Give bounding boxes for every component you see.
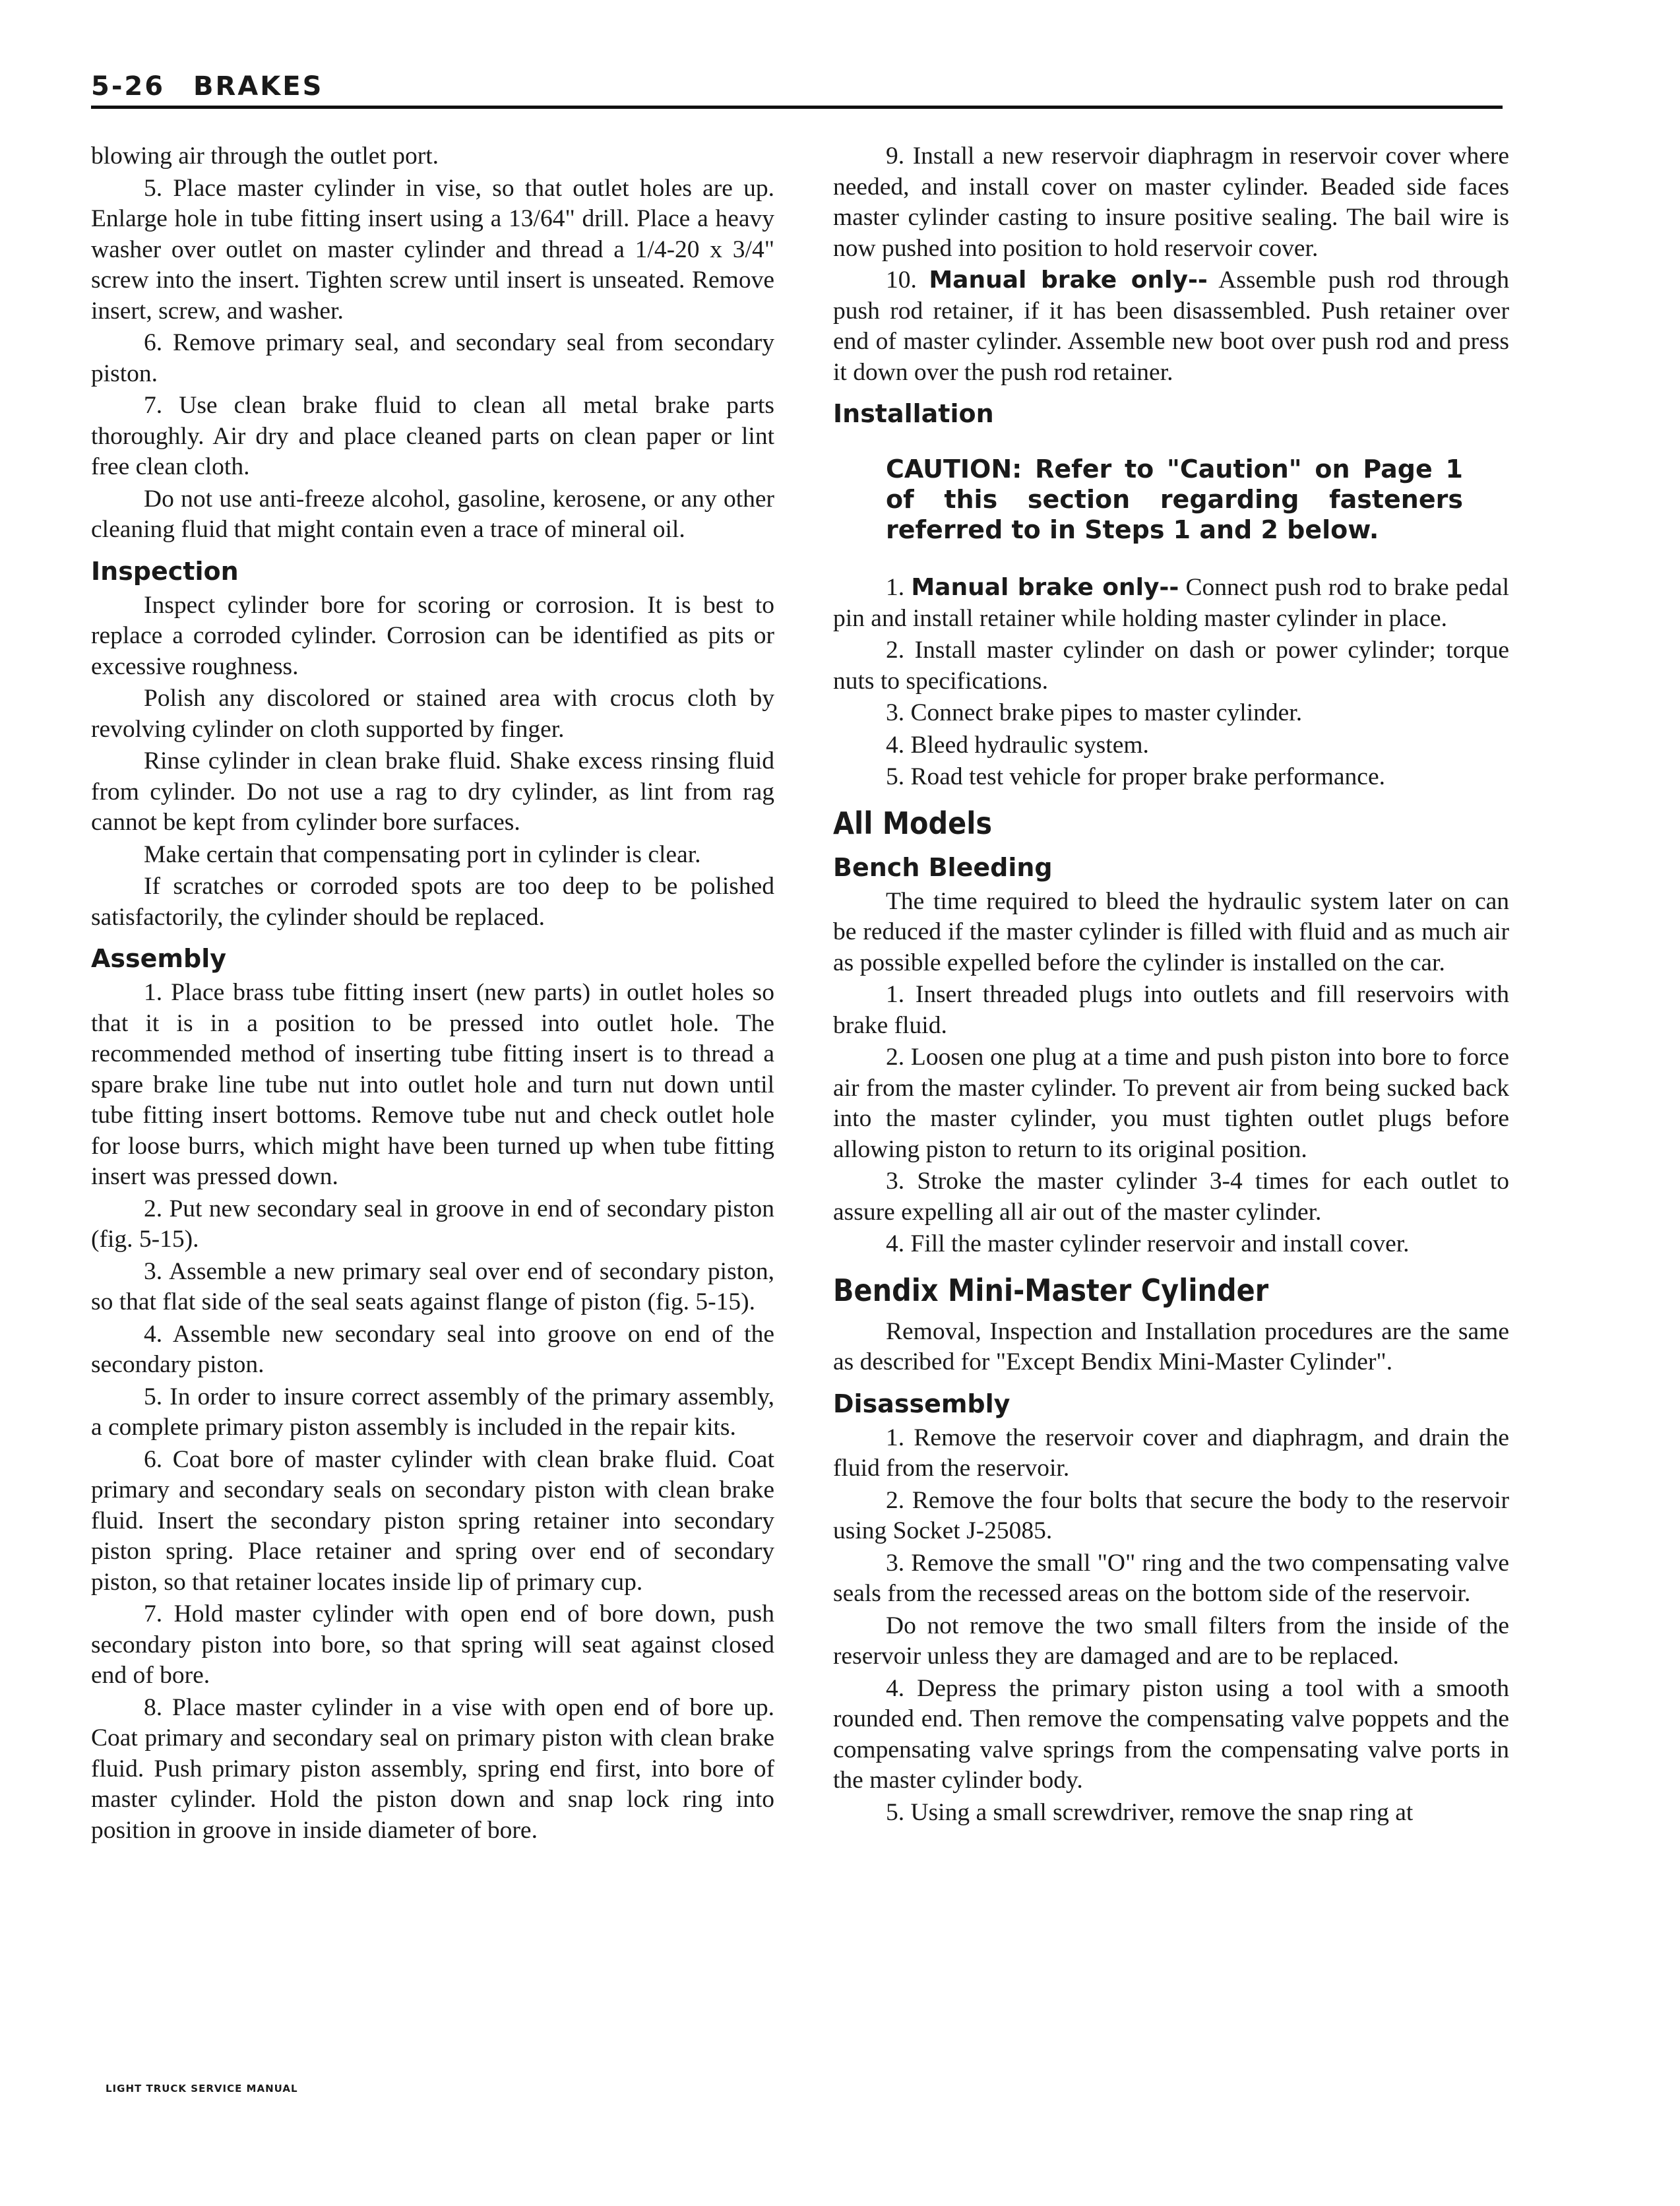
bendix-heading: Bendix Mini-Master Cylinder bbox=[833, 1272, 1269, 1308]
manual-brake-label: Manual brake only-- bbox=[911, 574, 1179, 601]
paragraph: Make certain that compensating port in cylinder is clear. bbox=[144, 840, 701, 868]
paragraph: 6. Coat bore of master cylinder with clean brake fluid. Coat primary and secondary seals on secondary piston with clean brake fluid. Insert the secondary piston spring retainer into secondary piston spring. Place retainer and spring over end of secondary piston, so that retainer locates inside lip of primary cup. bbox=[91, 1445, 774, 1596]
paragraph: 3. Assemble a new primary seal over end of secondary piston, so that flat side of the seal seats against flange of piston (fig. 5-15). bbox=[91, 1257, 774, 1315]
paragraph: 4. Depress the primary piston using a tool with a smooth rounded end. Then remove the compensating valve poppets and the compensating valve springs from the compensating valve ports in the master cylinder body. bbox=[833, 1674, 1509, 1794]
assembly-heading: Assembly bbox=[91, 944, 227, 973]
paragraph: 3. Stroke the master cylinder 3-4 times for each outlet to assure expelling all air out of the master cylinder. bbox=[833, 1168, 1509, 1226]
paragraph: 5. Road test vehicle for proper brake performance. bbox=[886, 763, 1385, 790]
step-number: 10. bbox=[886, 267, 917, 294]
step-text: Assemble push rod through push rod retainer, if it has been disassembled. Push retainer over end of master cylinder. Assemble new boot over push rod and press it down over the push rod retainer. bbox=[833, 267, 1509, 386]
paragraph: 4. Bleed hydraulic system. bbox=[886, 731, 1149, 759]
paragraph: 1. Insert threaded plugs into outlets and fill reservoirs with brake fluid. bbox=[833, 981, 1509, 1039]
paragraph: 7. Hold master cylinder with open end of bore down, push secondary piston into bore, so that spring will seat against closed end of bore. bbox=[91, 1600, 774, 1689]
paragraph: Inspect cylinder bore for scoring or corrosion. It is best to replace a corroded cylinder. Corrosion can be identified as pits or excessive roughness. bbox=[91, 591, 774, 680]
paragraph: 5. Place master cylinder in vise, so that outlet holes are up. Enlarge hole in tube fitting insert using a 13/64" drill. Place a heavy washer over outlet on master cylinder and thread a 1/4-20 x 3/4" screw into the insert. Tighten screw until insert is unseated. Remove insert, screw, and washer. bbox=[91, 174, 774, 325]
paragraph: 6. Remove primary seal, and secondary seal from secondary piston. bbox=[91, 329, 774, 387]
page-footer: LIGHT TRUCK SERVICE MANUAL bbox=[106, 2083, 298, 2095]
paragraph: Removal, Inspection and Installation procedures are the same as described for "Except Bendix Mini-Master Cylinder". bbox=[833, 1317, 1509, 1375]
bench-bleeding-heading: Bench Bleeding bbox=[833, 852, 1053, 882]
paragraph: 1. Place brass tube fitting insert (new parts) in outlet holes so that it is in a position to be pressed into outlet hole. The recommended method of inserting tube fitting insert is to thread a spare brake line tube nut into outlet hole and turn nut down until tube fitting insert bottoms. Remove tube nut and check outlet hole for loose burrs, which might have been turned up when tube fitting insert was pressed down. bbox=[91, 979, 774, 1190]
paragraph: If scratches or corroded spots are too deep to be polished satisfactorily, the cylinder should be replaced. bbox=[91, 873, 774, 931]
inspection-heading: Inspection bbox=[91, 556, 239, 586]
paragraph: 4. Assemble new secondary seal into groove on end of the secondary piston. bbox=[91, 1320, 774, 1378]
paragraph: 2. Remove the four bolts that secure the body to the reservoir using Socket J-25085. bbox=[833, 1486, 1509, 1544]
paragraph: 2. Loosen one plug at a time and push piston into bore to force air from the master cylinder. To prevent air from being sucked back into the master cylinder, you must tighten outlet plugs before allowing piston to return to its original position. bbox=[833, 1044, 1509, 1163]
paragraph: 4. Fill the master cylinder reservoir and install cover. bbox=[886, 1230, 1410, 1257]
paragraph: 5. In order to insure correct assembly of the primary assembly, a complete primary piston assembly is included in the repair kits. bbox=[91, 1383, 774, 1441]
paragraph: Polish any discolored or stained area with crocus cloth by revolving cylinder on cloth supported by finger. bbox=[91, 685, 774, 743]
section-title: BRAKES bbox=[193, 71, 324, 102]
paragraph bbox=[833, 265, 1509, 388]
paragraph: blowing air through the outlet port. bbox=[91, 142, 439, 170]
caution-note: CAUTION: Refer to "Caution" on Page 1 of this section regarding fasteners referred to in Steps 1 and 2 below. bbox=[886, 455, 1463, 544]
page-number: 5-26 bbox=[91, 71, 166, 102]
installation-heading: Installation bbox=[833, 399, 994, 428]
all-models-heading: All Models bbox=[833, 805, 993, 841]
paragraph: 7. Use clean brake fluid to clean all metal brake parts thoroughly. Air dry and place cleaned parts on clean paper or lint free clean cloth. bbox=[91, 392, 774, 480]
paragraph: 3. Remove the small "O" ring and the two compensating valve seals from the recessed areas on the bottom side of the reservoir. bbox=[833, 1549, 1509, 1607]
paragraph: 3. Connect brake pipes to master cylinder. bbox=[886, 699, 1303, 726]
paragraph: 2. Put new secondary seal in groove in end of secondary piston (fig. 5-15). bbox=[91, 1195, 774, 1253]
right-column bbox=[833, 141, 1509, 1829]
paragraph: 2. Install master cylinder on dash or power cylinder; torque nuts to specifications. bbox=[833, 637, 1509, 695]
paragraph bbox=[833, 573, 1509, 634]
step-text: Connect push rod to brake pedal pin and install retainer while holding master cylinder in place. bbox=[833, 574, 1509, 632]
paragraph: Rinse cylinder in clean brake fluid. Shake excess rinsing fluid from cylinder. Do not use a rag to dry cylinder, as lint from rag cannot be kept from cylinder bore surfaces. bbox=[91, 747, 774, 836]
paragraph: Do not use anti-freeze alcohol, gasoline, kerosene, or any other cleaning fluid that might contain even a trace of mineral oil. bbox=[91, 485, 774, 543]
left-column bbox=[91, 141, 774, 1847]
paragraph: 1. Remove the reservoir cover and diaphragm, and drain the fluid from the reservoir. bbox=[833, 1424, 1509, 1482]
manual-brake-label: Manual brake only-- bbox=[929, 267, 1208, 294]
step-number: 1. bbox=[886, 574, 905, 601]
paragraph: 8. Place master cylinder in a vise with open end of bore up. Coat primary and secondary seal on primary piston with clean brake fluid. Push primary piston assembly, spring end first, into bore of master cylinder. Hold the piston down and snap lock ring into position in groove in inside diameter of bore. bbox=[91, 1693, 774, 1844]
disassembly-heading: Disassembly bbox=[833, 1389, 1011, 1418]
paragraph: Do not remove the two small filters from the inside of the reservoir unless they are damaged and are to be replaced. bbox=[833, 1612, 1509, 1670]
paragraph: The time required to bleed the hydraulic system later on can be reduced if the master cylinder is filled with fluid and as much air as possible expelled before the cylinder is installed on the car. bbox=[833, 887, 1509, 976]
paragraph: 9. Install a new reservoir diaphragm in reservoir cover where needed, and install cover on master cylinder. Beaded side faces master cylinder casting to insure positive sealing. The bail wire is now pushed into position to hold reservoir cover. bbox=[833, 142, 1509, 262]
paragraph: 5. Using a small screwdriver, remove the snap ring at bbox=[886, 1798, 1414, 1826]
page-header bbox=[91, 66, 1503, 109]
